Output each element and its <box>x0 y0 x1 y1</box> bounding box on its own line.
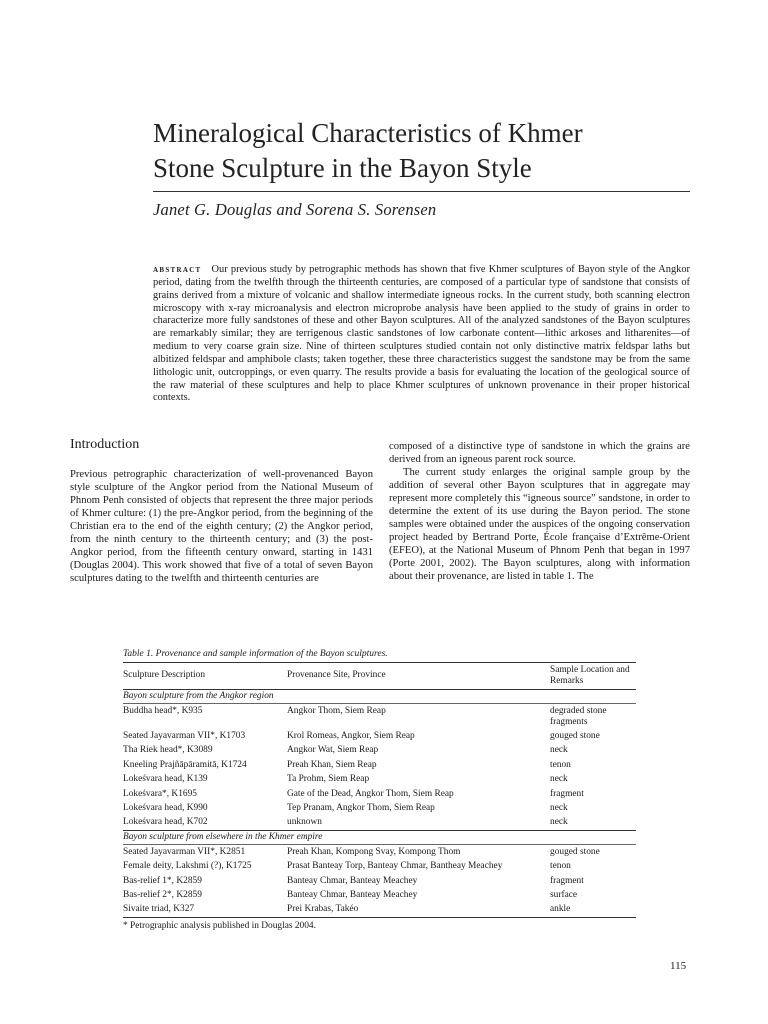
table-cell: Lokeśvara head, K702 <box>123 815 287 830</box>
table-cell: neck <box>550 745 568 756</box>
table-cell: Kneeling Prajñāpāramitā, K1724 <box>123 759 247 770</box>
table-row <box>123 859 636 873</box>
title-line-2: Stone Sculpture in the Bayon Style <box>153 153 532 183</box>
table-caption: Table 1. Provenance and sample information of the Bayon sculptures. <box>123 649 388 659</box>
table-cell: Prei Krabas, Takéo <box>287 902 550 917</box>
paragraph: The current study enlarges the original sample group by the addition of several other Bayon sculptures that in aggregate may represent more completely this “igneous source” sandstone, in order to determine the extent of its use during the Bayon period. The stone samples were obtained under the auspices of the ongoing conservation project headed by Bertrand Porte, École française d’Extrême-Orient (EFEO), at the National Museum of Phnom Penh that began in 1997 (Porte 2001, 2002). The Bayon sculptures, along with information about their provenance, are listed in table 1. The <box>389 466 690 582</box>
column-header: Sculpture Description <box>123 670 206 681</box>
title-line-1: Mineralogical Characteristics of Khmer <box>153 118 583 148</box>
table-cell: Sivaite triad, K327 <box>123 902 287 917</box>
table-row <box>123 743 636 757</box>
table-cell: Ta Prohm, Siem Reap <box>287 774 370 785</box>
table-cell: Angkor Thom, Siem Reap <box>287 705 386 716</box>
table-cell: unknown <box>287 815 550 830</box>
table-cell: neck <box>550 815 636 830</box>
table-cell: surface <box>550 890 578 900</box>
table-group-row <box>123 689 636 703</box>
table-cell: Angkor Wat, Siem Reap <box>287 745 379 756</box>
table-cell: Buddha head*, K935 <box>123 705 203 716</box>
table-row <box>123 888 636 902</box>
authors: Janet G. Douglas and Sorena S. Sorensen <box>153 200 437 219</box>
table-cell: Preah Khan, Kompong Svay, Kompong Thom <box>287 846 461 857</box>
table-cell: Tha Riek head*, K3089 <box>123 745 213 756</box>
table-cell: gouged stone <box>550 846 600 857</box>
table-cell: Tep Pranam, Angkor Thom, Siem Reap <box>287 803 435 814</box>
table-cell: neck <box>550 803 568 814</box>
abstract <box>153 264 690 405</box>
table-cell: Preah Khan, Siem Reap <box>287 759 377 770</box>
table-cell: tenon <box>550 759 571 770</box>
table-row <box>123 801 636 815</box>
table-header-row <box>123 663 636 690</box>
section-heading-introduction: Introduction <box>70 437 140 452</box>
left-column <box>70 469 373 586</box>
table-cell: gouged stone <box>550 731 600 742</box>
table-row <box>123 758 636 772</box>
table-cell: Bas-relief 1*, K2859 <box>123 875 202 886</box>
table-row <box>123 703 636 729</box>
table-row <box>123 729 636 743</box>
table-cell: Seated Jayavarman VII*, K1703 <box>123 731 246 742</box>
page-number: 115 <box>670 960 687 972</box>
table-row <box>123 902 636 917</box>
table-cell: Lokeśvara head, K139 <box>123 774 208 785</box>
table-cell: Gate of the Dead, Angkor Thom, Siem Reap <box>287 788 454 799</box>
table-row <box>123 815 636 830</box>
table-cell: Lokeśvara*, K1695 <box>123 788 197 799</box>
right-column <box>389 441 690 583</box>
table-cell: degraded stone fragments <box>550 705 607 727</box>
abstract-label: ABSTRACT <box>153 266 202 274</box>
table-row <box>123 874 636 888</box>
table-cell: Banteay Chmar, Banteay Meachey <box>287 875 418 886</box>
paragraph: composed of a distinctive type of sandstone in which the grains are derived from an igneous parent rock source. <box>389 441 690 465</box>
table-cell: fragment <box>550 788 584 799</box>
table-cell: tenon <box>550 861 571 872</box>
table-row <box>123 772 636 786</box>
table-cell: Prasat Banteay Torp, Banteay Chmar, Bantheay Meachey <box>287 861 503 872</box>
column-header: Provenance Site, Province <box>287 670 386 681</box>
table-cell: fragment <box>550 875 584 886</box>
table-cell: neck <box>550 774 568 785</box>
table-cell: Bas-relief 2*, K2859 <box>123 890 202 900</box>
table-cell: Banteay Chmar, Banteay Meachey <box>287 890 418 900</box>
table-row <box>123 787 636 801</box>
paragraph: Previous petrographic characterization of well-provenanced Bayon style sculpture of the Angkor period from the National Museum of Phnom Penh consisted of objects that represent the three major periods of Khmer culture: (1) the pre-Angkor period, from the beginning of the Christian era to the end of the eighth century; (2) the Angkor period, from the ninth century to the thirteenth century; and (3) the post-Angkor period, from the fifteenth century onward, starting in 1431 (Douglas 2004). This work showed that five of a total of seven Bayon sculptures dating to the twelfth and thirteenth centuries are <box>70 469 373 584</box>
table-cell: Female deity, Lakshmi (?), K1725 <box>123 861 252 872</box>
table-group-label: Bayon sculpture from the Angkor region <box>123 689 636 703</box>
table <box>123 662 636 918</box>
table-row <box>123 844 636 859</box>
table-cell: Krol Romeas, Angkor, Siem Reap <box>287 731 415 742</box>
table-footnote: * Petrographic analysis published in Douglas 2004. <box>123 920 316 931</box>
table-group-row <box>123 830 636 844</box>
table-cell: Lokeśvara head, K990 <box>123 803 208 814</box>
table-group-label: Bayon sculpture from elsewhere in the Khmer empire <box>123 830 636 844</box>
provenance-table <box>123 649 636 931</box>
abstract-text: Our previous study by petrographic methods has shown that five Khmer sculptures of Bayon style of the Angkor period, dating from the twelfth through the thirteenth centuries, are composed of a particular type of sandstone that consists of grains derived from a mixture of volcanic and shallow intermediate igneous rocks. In the current study, both scanning electron microscopy with x-ray microanalysis and electron microprobe analysis have been applied to the study of grains in order to characterize more fully sandstones of these and other Bayon sculptures. All of the analyzed sandstones of the Bayon sculptures are remarkably similar; they are terrigenous clastic sandstones of low carbonate content—lithic arkoses and litharenites—of medium to very coarse grain size. Nine of thirteen sculptures studied contain not only distinctive matrix feldspar laths but albitized feldspar and amphibole clasts; taken together, these three characteristics suggest the sandstone may be from the same lithologic unit, outcroppings, or even quarry. The results provide a basis for evaluating the location of the geological source of the raw material of these sculptures and help to place Khmer sculptures of unknown provenance in their proper historical contexts. <box>153 264 690 404</box>
title-rule <box>153 191 690 192</box>
table-cell: ankle <box>550 902 636 917</box>
article-title <box>153 116 693 186</box>
column-header: Sample Location and Remarks <box>550 665 630 686</box>
table-cell: Seated Jayavarman VII*, K2851 <box>123 846 246 857</box>
